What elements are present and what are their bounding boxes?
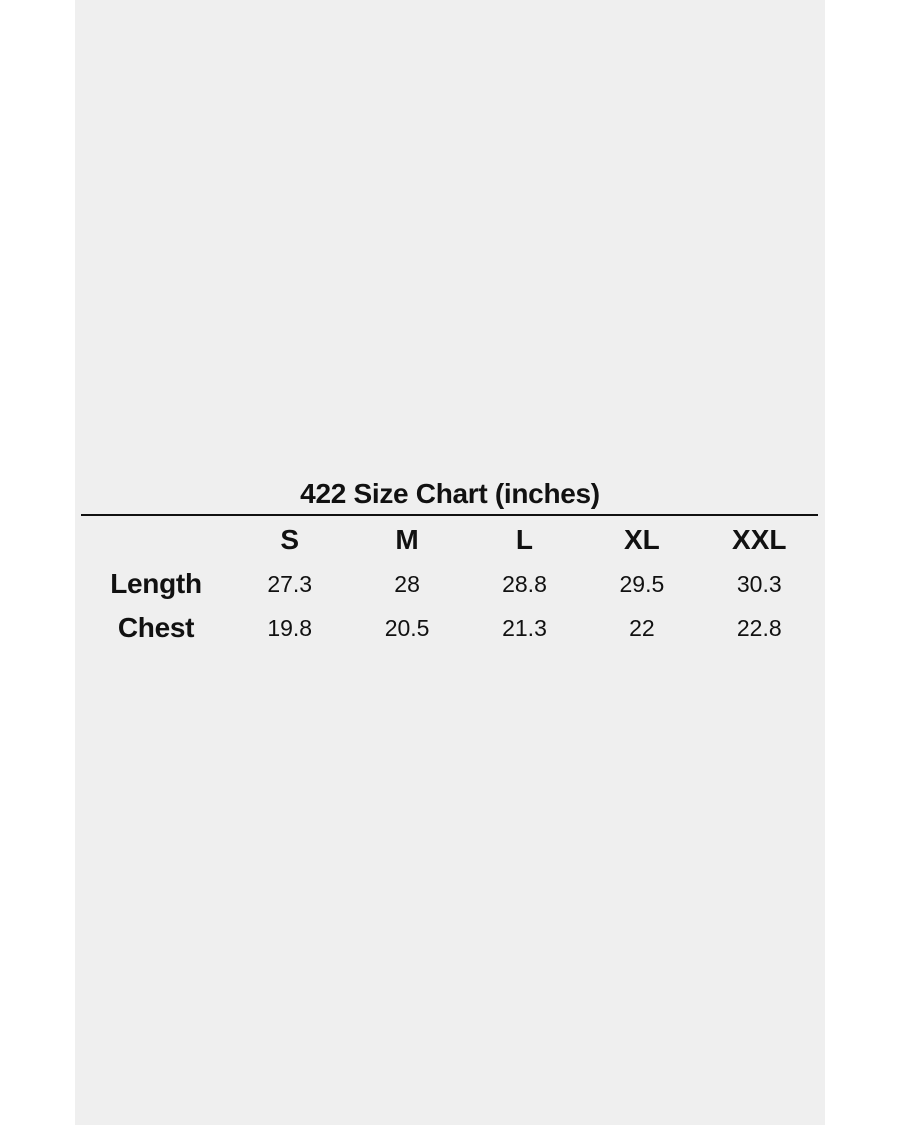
table-row-length — [81, 562, 818, 606]
row-label-chest: Chest — [117, 612, 195, 643]
chest-value-l: 21.3 — [502, 614, 547, 641]
size-header-l: L — [515, 524, 534, 555]
size-header-row — [81, 518, 818, 562]
length-value-l: 28.8 — [502, 570, 547, 597]
length-value-m: 28 — [394, 570, 420, 597]
size-chart-table — [81, 518, 818, 650]
size-header-xxl: XXL — [732, 524, 787, 555]
chest-value-s: 19.8 — [267, 614, 313, 641]
size-header-xl: XL — [623, 524, 660, 555]
size-header-s: S — [280, 524, 300, 555]
title-underline — [81, 514, 818, 516]
corner-cell — [81, 518, 231, 562]
table-row-chest — [81, 606, 818, 650]
length-value-s: 27.3 — [267, 570, 313, 597]
chest-value-xl: 22 — [629, 614, 655, 641]
length-value-xxl: 30.3 — [736, 570, 782, 597]
chest-value-m: 20.5 — [384, 614, 430, 641]
row-label-length: Length — [110, 568, 202, 599]
size-header-m: M — [395, 524, 419, 555]
length-value-xl: 29.5 — [619, 570, 665, 597]
size-chart-title: 422 Size Chart (inches) — [300, 478, 600, 509]
chest-value-xxl: 22.8 — [736, 614, 782, 641]
